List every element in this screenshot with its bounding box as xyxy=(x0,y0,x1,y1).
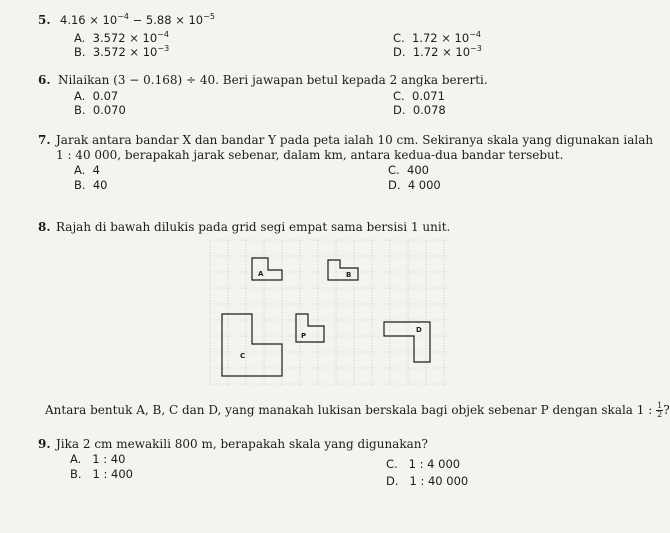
q6-text: Nilaikan (3 − 0.168) ÷ 40. Beri jawapan betul kepada 2 angka bererti. xyxy=(58,73,488,87)
shape-label-d: D xyxy=(416,326,422,334)
q6-option-d: D. 0.078 xyxy=(393,103,446,117)
q7-option-d: D. 4 000 xyxy=(388,178,441,192)
grid-lines xyxy=(210,240,450,386)
q6-number: 6. xyxy=(38,73,51,87)
q9-option-c: C. 1 : 4 000 xyxy=(386,457,461,471)
q9-option-b: B. 1 : 400 xyxy=(70,467,133,481)
q5-option-a: A. $3.572 \times 10^{-4}$ xyxy=(74,30,169,45)
q9-number: 9. xyxy=(38,437,51,451)
q8-fraction: $\frac{1}{2}$ xyxy=(657,401,663,419)
q6-option-a: A. 0.07 xyxy=(74,89,119,103)
shape-label-a: A xyxy=(258,270,264,278)
q7-text-line2: 1 : 40 000, berapakah jarak sebenar, dalam km, antara kedua-dua bandar tersebut. xyxy=(56,148,564,162)
q8-number: 8. xyxy=(38,220,51,234)
q8-question: Antara bentuk A, B, C dan D, yang manakah lukisan berskala bagi objek sebenar P dengan skala 1 : $\frac{1}{2}$ ? xyxy=(45,401,670,419)
q5-option-c: C. $1.72 \times 10^{-4}$ xyxy=(393,30,481,45)
q5-number: 5. xyxy=(38,13,51,27)
q5-expression: $4.16 \times 10^{-4} - 5.88 \times 10^{-5}$ xyxy=(60,12,215,27)
shape-label-c: C xyxy=(240,352,246,360)
shape-d xyxy=(384,322,430,362)
shapes-grid-figure xyxy=(210,240,450,386)
q8-text: Rajah di bawah dilukis pada grid segi empat sama bersisi 1 unit. xyxy=(56,220,451,234)
shape-c xyxy=(222,314,282,376)
shape-a xyxy=(252,258,282,280)
shape-b xyxy=(328,260,358,280)
q5-option-d: D. $1.72 \times 10^{-3}$ xyxy=(393,44,482,59)
q9-option-d: D. 1 : 40 000 xyxy=(386,474,469,488)
q9-option-a: A. 1 : 40 xyxy=(70,452,126,466)
shape-label-b: B xyxy=(346,271,352,279)
shape-label-p: P xyxy=(301,332,307,340)
q7-option-c: C. 400 xyxy=(388,163,429,177)
q7-text-line1: Jarak antara bandar X dan bandar Y pada peta ialah 10 cm. Sekiranya skala yang digunakan ialah xyxy=(56,133,654,147)
q7-number: 7. xyxy=(38,133,51,147)
q9-text: Jika 2 cm mewakili 800 m, berapakah skala yang digunakan? xyxy=(56,437,428,451)
q6-option-b: B. 0.070 xyxy=(74,103,126,117)
q6-option-c: C. 0.071 xyxy=(393,89,445,103)
q7-option-b: B. 40 xyxy=(74,178,108,192)
q5-option-b: B. $3.572 \times 10^{-3}$ xyxy=(74,44,170,59)
q7-option-a: A. 4 xyxy=(74,163,100,177)
